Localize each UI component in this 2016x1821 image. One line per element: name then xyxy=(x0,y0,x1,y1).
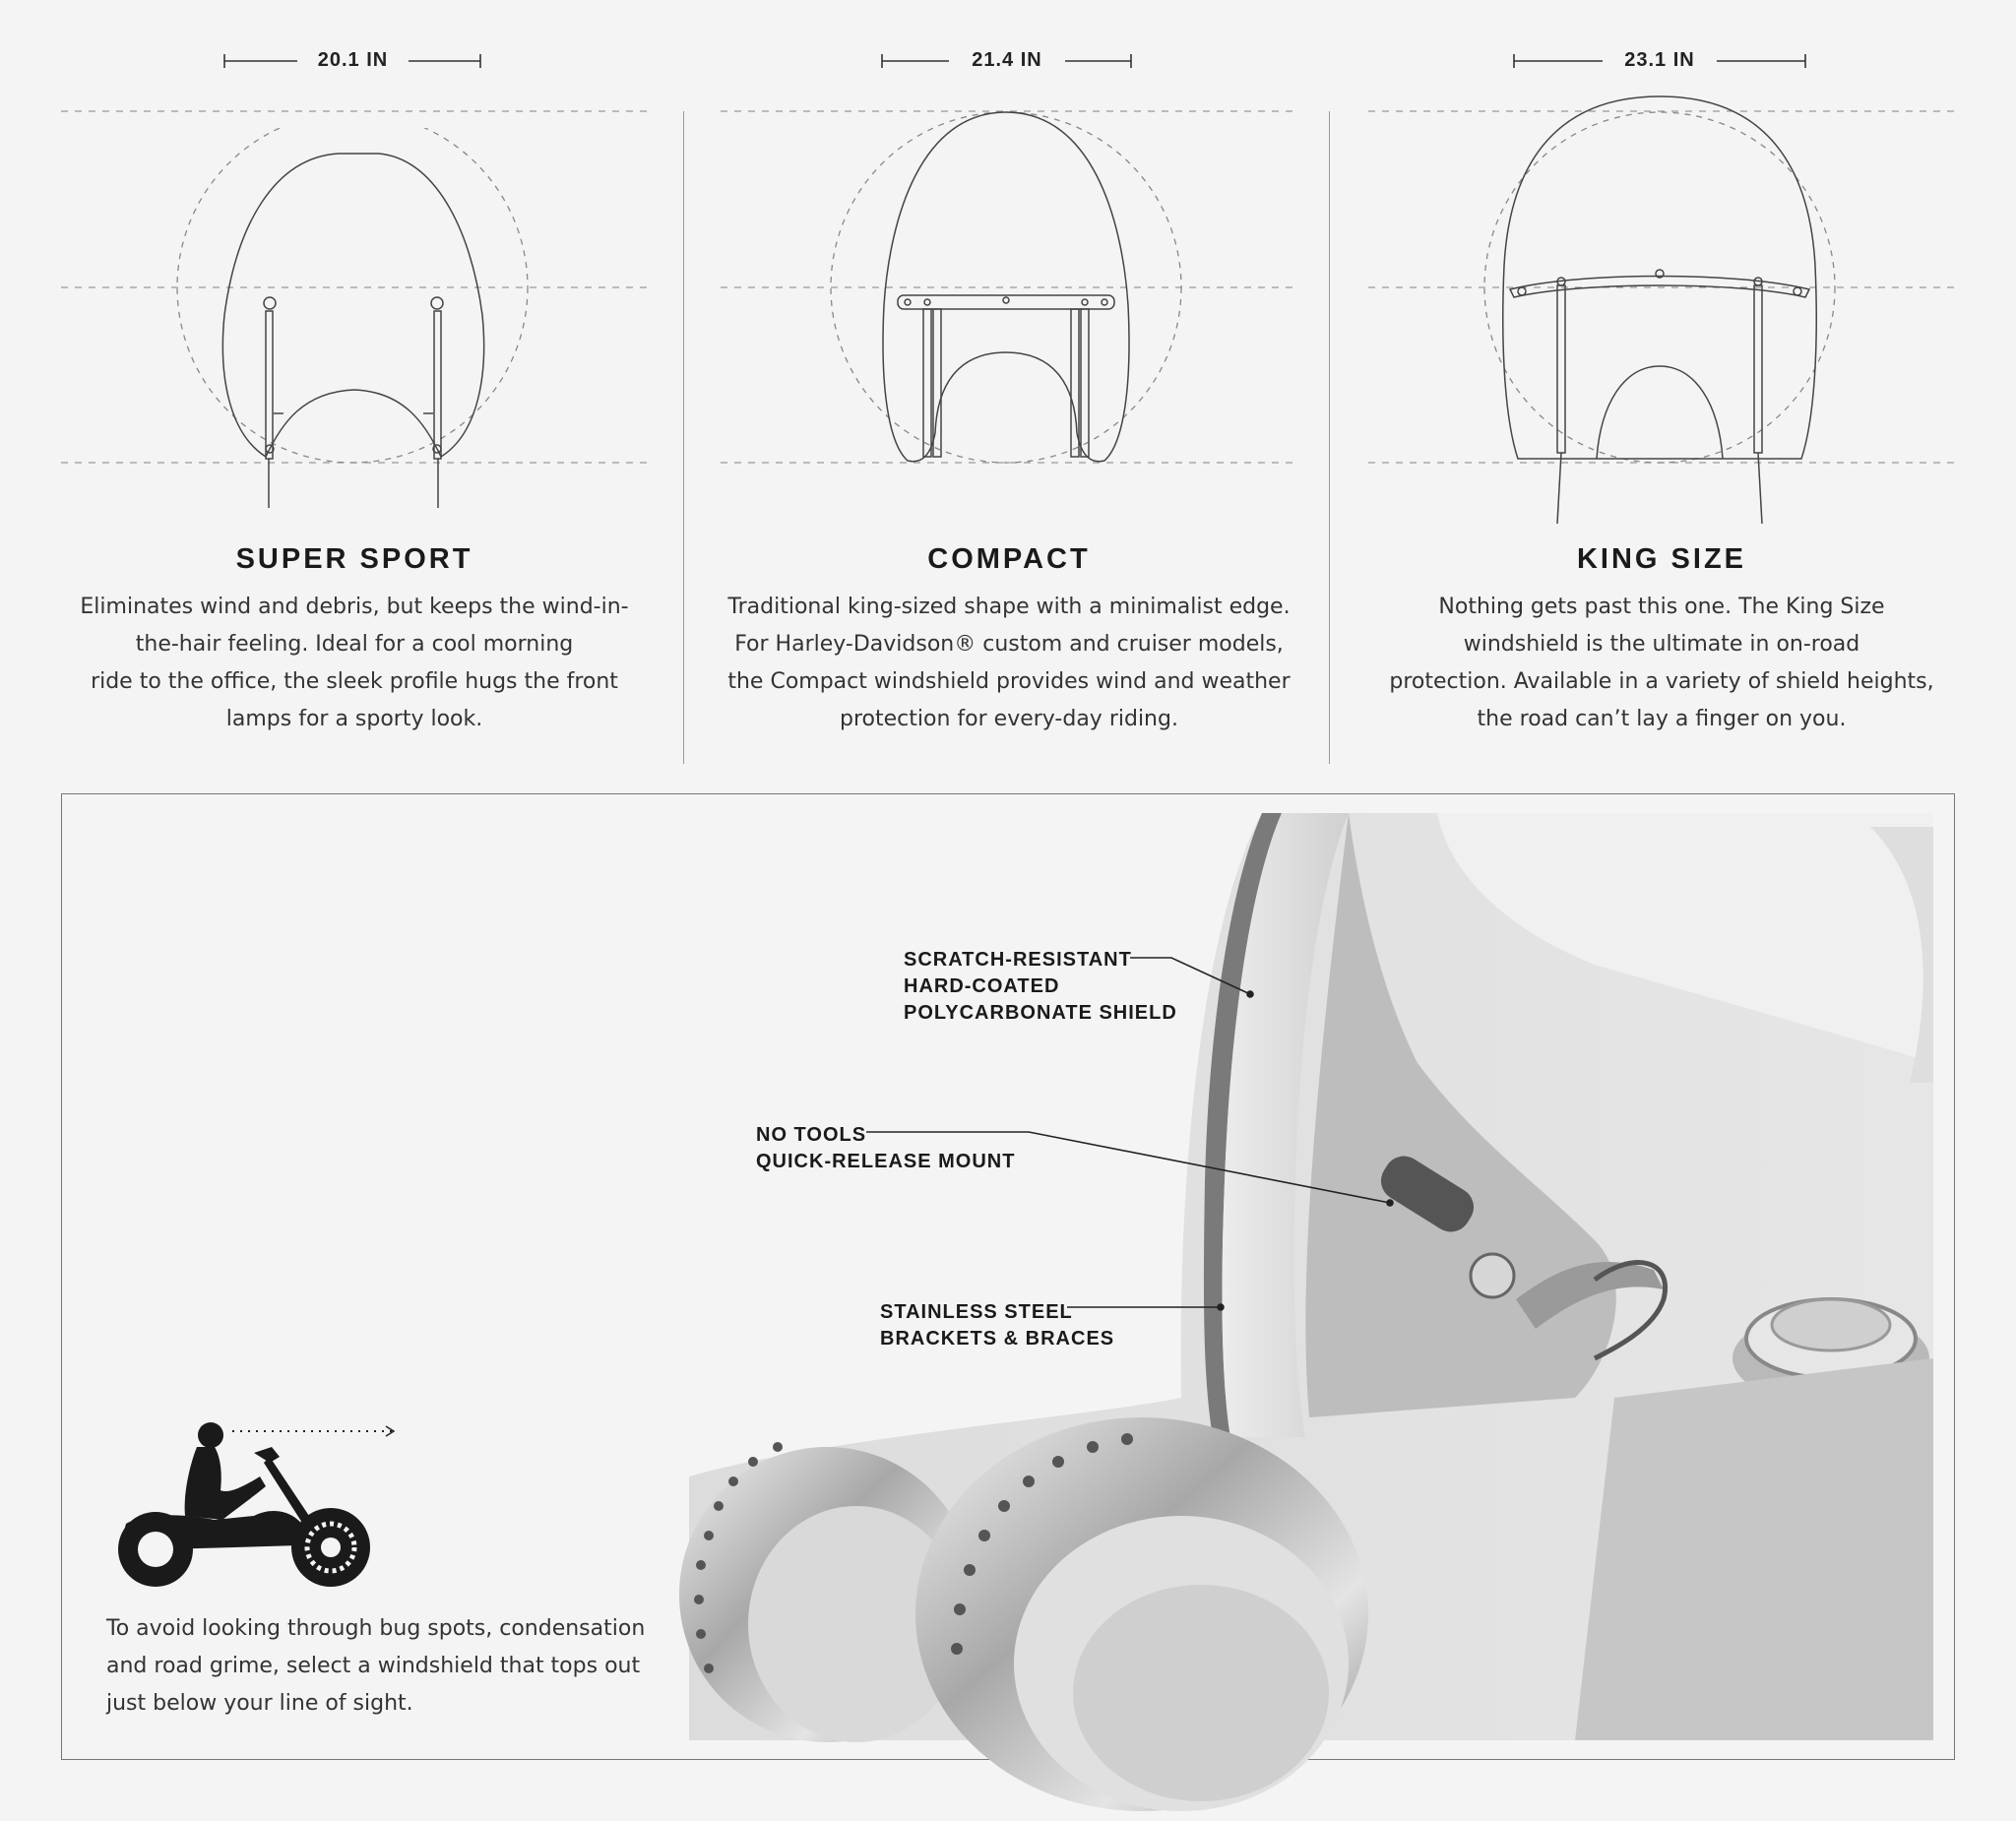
description-line: protection. Available in a variety of shield heights, xyxy=(1389,669,1934,694)
dimension-label: 23.1 IN xyxy=(1624,49,1695,71)
sight-line-tip xyxy=(106,1610,658,1723)
description-line: the Compact windshield provides wind and weather xyxy=(727,669,1291,694)
description-line: Eliminates wind and debris, but keeps the wind-in- xyxy=(80,595,629,619)
callout-line: SCRATCH-RESISTANT xyxy=(904,949,1132,971)
description-line: Nothing gets past this one. The King Size xyxy=(1438,595,1885,619)
description-line: protection for every-day riding. xyxy=(840,707,1178,731)
callout-line: QUICK-RELEASE MOUNT xyxy=(756,1151,1016,1172)
description-line: Traditional king-sized shape with a minimalist edge. xyxy=(727,595,1291,619)
description-line: windshield is the ultimate in on-road xyxy=(1463,632,1860,657)
compact-title: COMPACT xyxy=(927,543,1091,575)
description-line: For Harley-Davidson® custom and cruiser models, xyxy=(734,632,1284,657)
motorcycle-rider-icon xyxy=(106,1417,402,1595)
description-line: lamps for a sporty look. xyxy=(225,707,483,731)
king-size-title: KING SIZE xyxy=(1576,543,1746,575)
callout-line: BRACKETS & BRACES xyxy=(880,1328,1115,1350)
description-line: ride to the office, the sleek profile hugs the front xyxy=(91,669,618,694)
tip-line: To avoid looking through bug spots, condensation xyxy=(106,1616,646,1641)
tip-line: and road grime, select a windshield that tops out xyxy=(106,1654,641,1678)
callout-shield xyxy=(904,947,1177,1027)
dimension-label: 20.1 IN xyxy=(317,49,389,71)
super-sport-title: SUPER SPORT xyxy=(235,543,473,575)
description-line: the-hair feeling. Ideal for a cool morning xyxy=(135,632,574,657)
callout-mount xyxy=(756,1122,1015,1175)
callout-brackets xyxy=(880,1299,1114,1352)
dimension-label: 21.4 IN xyxy=(972,49,1042,71)
callout-line: STAINLESS STEEL xyxy=(880,1301,1073,1323)
tip-line: just below your line of sight. xyxy=(106,1691,413,1716)
description-line: the road can’t lay a finger on you. xyxy=(1477,707,1847,731)
callout-line: POLYCARBONATE SHIELD xyxy=(904,1002,1177,1024)
callout-line: NO TOOLS xyxy=(756,1124,867,1146)
callout-line: HARD-COATED xyxy=(904,975,1060,997)
